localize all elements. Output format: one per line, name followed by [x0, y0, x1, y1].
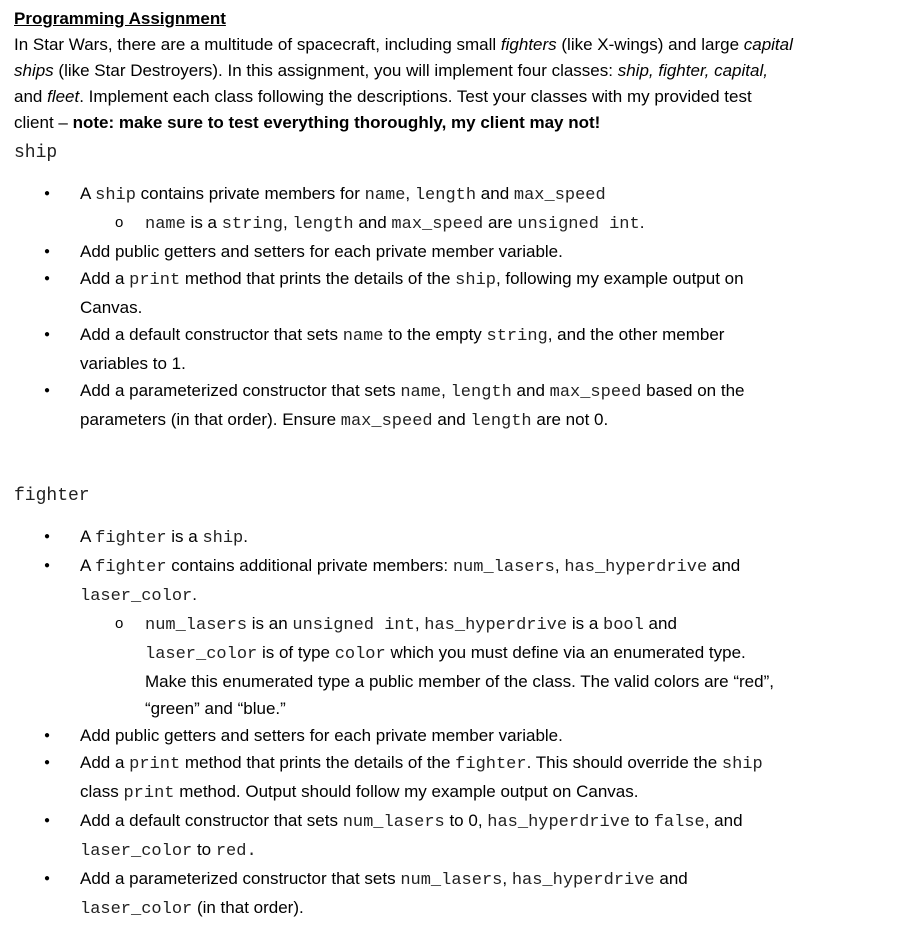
intro-text: (like Star Destroyers). In this assignment, you will implement four classes:	[53, 61, 618, 80]
list-item: ● Add a parameterized constructor that sets name, length and max_speed based on the parameters (in that order). Ensure max_speed and length are not 0.	[14, 377, 894, 435]
intro-text: In Star Wars, there are a multitude of spacecraft, including small	[14, 35, 501, 54]
document-title: Programming Assignment	[14, 9, 226, 28]
intro-note: note: make sure to test everything thoroughly, my client may not!	[72, 113, 601, 132]
list-item: ● Add a print method that prints the details of the fighter. This should override the ship class print method. Output should follow my example output on Canvas.	[14, 749, 894, 807]
list-item: ● A fighter is a ship.	[14, 523, 894, 552]
intro-text: capital	[743, 35, 793, 54]
list-item: ● A fighter contains additional private members: num_lasers, has_hyperdrive and laser_color.	[14, 552, 894, 610]
sub-list-item: o name is a string, length and max_speed are unsigned int.	[14, 209, 894, 238]
list-item: ● Add a print method that prints the details of the ship, following my example output on Canvas.	[14, 265, 894, 321]
intro-text: and	[14, 87, 48, 106]
list-item: ● Add public getters and setters for each private member variable.	[14, 722, 894, 749]
list-item: ● Add a default constructor that sets num_lasers to 0, has_hyperdrive to false, and laser_color to red.	[14, 807, 894, 865]
intro-text: ships	[14, 61, 54, 80]
sub-list-item: o num_lasers is an unsigned int, has_hyperdrive is a bool and laser_color is of type color which you must define via an enumerated type. Make this enumerated type a public member of the class. The valid colors are “red”, “green” and “blue.”	[14, 610, 894, 722]
intro-text: client –	[14, 113, 73, 132]
intro-paragraph	[14, 32, 894, 136]
intro-text: (like X-wings) and large	[556, 35, 744, 54]
intro-text: ship, fighter, capital,	[617, 61, 768, 80]
fighter-heading: fighter	[14, 486, 90, 506]
intro-text: fighters	[500, 35, 557, 54]
list-item: ● A ship contains private members for name, length and max_speed	[14, 180, 894, 209]
list-item: ● Add a default constructor that sets name to the empty string, and the other member variables to 1.	[14, 321, 894, 377]
list-item: ● Add public getters and setters for each private member variable.	[14, 238, 894, 265]
assignment-document	[14, 6, 894, 923]
intro-text: . Implement each class following the descriptions. Test your classes with my provided test	[79, 87, 752, 106]
ship-list	[14, 180, 894, 435]
fighter-list	[14, 523, 894, 923]
list-item: ● Add a parameterized constructor that sets num_lasers, has_hyperdrive and laser_color (in that order).	[14, 865, 894, 923]
ship-heading: ship	[14, 143, 58, 163]
intro-text: fleet	[47, 87, 80, 106]
